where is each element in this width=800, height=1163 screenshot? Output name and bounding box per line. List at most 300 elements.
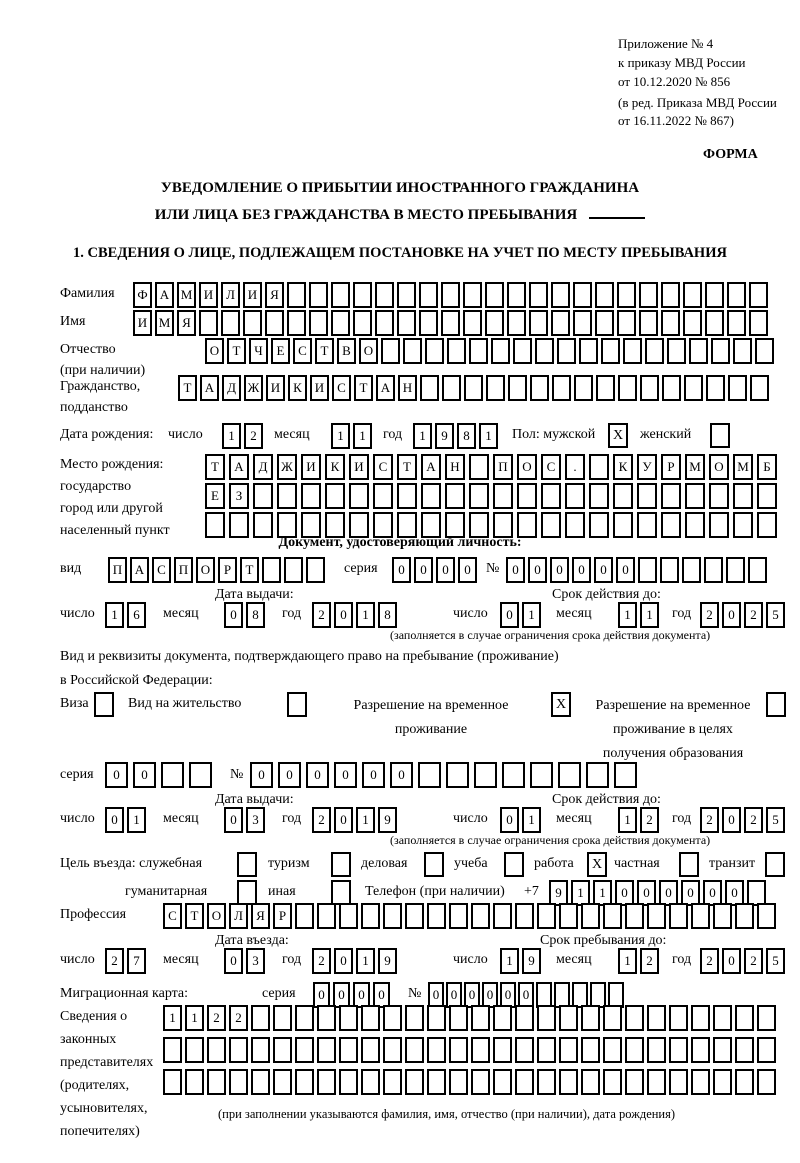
permit-number-box[interactable]: 0	[306, 762, 329, 788]
profession-char-box[interactable]	[669, 903, 688, 929]
phone-digit-box[interactable]: 0	[725, 880, 744, 906]
reps-char-box[interactable]	[647, 1005, 666, 1031]
givenname-char-box[interactable]	[441, 310, 460, 336]
permit-valid-year-box[interactable]: 2	[700, 807, 719, 833]
reps-char-box[interactable]	[515, 1037, 534, 1063]
surname-char-box[interactable]: И	[243, 282, 262, 308]
entry-year-box[interactable]: 2	[312, 948, 331, 974]
stay-day-box[interactable]: 9	[522, 948, 541, 974]
birthplace-char-box[interactable]	[469, 454, 489, 480]
birthplace-char-box[interactable]	[517, 483, 537, 509]
reps-char-box[interactable]	[449, 1037, 468, 1063]
reps-char-box[interactable]: 1	[163, 1005, 182, 1031]
temp-residence-checkbox[interactable]: X	[551, 692, 571, 717]
reps-char-box[interactable]	[449, 1069, 468, 1095]
reps-char-box[interactable]	[251, 1005, 270, 1031]
reps-char-box[interactable]	[163, 1069, 182, 1095]
surname-char-box[interactable]	[683, 282, 702, 308]
entry-day-box[interactable]: 7	[127, 948, 146, 974]
reps-char-box[interactable]	[427, 1037, 446, 1063]
birthplace-char-box[interactable]	[613, 483, 633, 509]
profession-char-box[interactable]	[493, 903, 512, 929]
birthplace-char-box[interactable]	[589, 512, 609, 538]
birthplace-char-box[interactable]	[469, 483, 489, 509]
permit-issue-year-box[interactable]: 9	[378, 807, 397, 833]
migration-number-box[interactable]: 0	[500, 982, 516, 1008]
reps-char-box[interactable]	[185, 1037, 204, 1063]
givenname-char-box[interactable]	[595, 310, 614, 336]
purpose-tourism-checkbox[interactable]	[331, 852, 351, 877]
phone-digit-box[interactable]: 0	[681, 880, 700, 906]
reps-char-box[interactable]	[713, 1005, 732, 1031]
birthplace-char-box[interactable]: К	[613, 454, 633, 480]
patronymic-char-box[interactable]: О	[359, 338, 378, 364]
reps-char-box[interactable]	[559, 1037, 578, 1063]
givenname-char-box[interactable]	[375, 310, 394, 336]
birthplace-char-box[interactable]	[685, 483, 705, 509]
dob-month-box[interactable]: 1	[353, 423, 372, 449]
profession-char-box[interactable]	[427, 903, 446, 929]
patronymic-char-box[interactable]	[711, 338, 730, 364]
citizenship-char-box[interactable]: И	[266, 375, 285, 401]
entry-year-box[interactable]: 9	[378, 948, 397, 974]
dob-year-box[interactable]: 9	[435, 423, 454, 449]
citizenship-char-box[interactable]	[684, 375, 703, 401]
patronymic-char-box[interactable]	[645, 338, 664, 364]
reps-char-box[interactable]	[361, 1069, 380, 1095]
givenname-char-box[interactable]	[199, 310, 218, 336]
patronymic-char-box[interactable]	[579, 338, 598, 364]
reps-char-box[interactable]	[603, 1069, 622, 1095]
stay-month-box[interactable]: 1	[618, 948, 637, 974]
reps-char-box[interactable]	[471, 1069, 490, 1095]
entry-month-box[interactable]: 0	[224, 948, 243, 974]
migration-number-box[interactable]: 0	[464, 982, 480, 1008]
patronymic-char-box[interactable]	[755, 338, 774, 364]
doc-issue-year-box[interactable]: 2	[312, 602, 331, 628]
givenname-char-box[interactable]: Я	[177, 310, 196, 336]
permit-issue-day-box[interactable]: 0	[105, 807, 124, 833]
surname-char-box[interactable]	[419, 282, 438, 308]
birthplace-char-box[interactable]: П	[493, 454, 513, 480]
givenname-char-box[interactable]	[683, 310, 702, 336]
reps-char-box[interactable]	[339, 1005, 358, 1031]
reps-char-box[interactable]	[317, 1069, 336, 1095]
visa-checkbox[interactable]	[94, 692, 114, 717]
reps-char-box[interactable]	[427, 1005, 446, 1031]
profession-char-box[interactable]: Я	[251, 903, 270, 929]
doc-series-box[interactable]: 0	[436, 557, 455, 583]
surname-char-box[interactable]	[441, 282, 460, 308]
patronymic-char-box[interactable]	[623, 338, 642, 364]
givenname-char-box[interactable]	[507, 310, 526, 336]
givenname-char-box[interactable]	[331, 310, 350, 336]
doc-type-char-box[interactable]: С	[152, 557, 171, 583]
patronymic-char-box[interactable]	[601, 338, 620, 364]
birthplace-char-box[interactable]: М	[733, 454, 753, 480]
surname-char-box[interactable]	[727, 282, 746, 308]
reps-char-box[interactable]	[625, 1005, 644, 1031]
birthplace-char-box[interactable]	[733, 483, 753, 509]
birthplace-char-box[interactable]	[589, 454, 609, 480]
profession-char-box[interactable]	[625, 903, 644, 929]
profession-char-box[interactable]: Р	[273, 903, 292, 929]
profession-char-box[interactable]	[361, 903, 380, 929]
citizenship-char-box[interactable]: А	[200, 375, 219, 401]
phone-digit-box[interactable]: 1	[593, 880, 612, 906]
reps-char-box[interactable]	[317, 1037, 336, 1063]
citizenship-char-box[interactable]: Т	[178, 375, 197, 401]
birthplace-char-box[interactable]: З	[229, 483, 249, 509]
profession-char-box[interactable]	[295, 903, 314, 929]
patronymic-char-box[interactable]	[403, 338, 422, 364]
doc-series-box[interactable]: 0	[414, 557, 433, 583]
profession-char-box[interactable]	[515, 903, 534, 929]
reps-char-box[interactable]	[669, 1037, 688, 1063]
givenname-char-box[interactable]: М	[155, 310, 174, 336]
permit-number-box[interactable]	[418, 762, 441, 788]
reps-char-box[interactable]	[471, 1005, 490, 1031]
reps-char-box[interactable]	[625, 1069, 644, 1095]
birthplace-char-box[interactable]	[661, 512, 681, 538]
reps-char-box[interactable]	[515, 1069, 534, 1095]
birthplace-char-box[interactable]	[709, 483, 729, 509]
migration-series-box[interactable]: 0	[333, 982, 350, 1008]
birthplace-char-box[interactable]: Т	[397, 454, 417, 480]
doc-valid-year-box[interactable]: 2	[700, 602, 719, 628]
permit-number-box[interactable]	[558, 762, 581, 788]
surname-char-box[interactable]	[705, 282, 724, 308]
reps-char-box[interactable]	[691, 1069, 710, 1095]
surname-char-box[interactable]	[353, 282, 372, 308]
permit-number-box[interactable]: 0	[278, 762, 301, 788]
birthplace-char-box[interactable]	[757, 483, 777, 509]
doc-valid-day-box[interactable]: 1	[522, 602, 541, 628]
reps-char-box[interactable]	[251, 1069, 270, 1095]
profession-char-box[interactable]	[603, 903, 622, 929]
reps-char-box[interactable]	[669, 1005, 688, 1031]
surname-char-box[interactable]: А	[155, 282, 174, 308]
birthplace-char-box[interactable]	[205, 512, 225, 538]
citizenship-char-box[interactable]	[464, 375, 483, 401]
reps-char-box[interactable]	[273, 1069, 292, 1095]
reps-char-box[interactable]	[339, 1037, 358, 1063]
givenname-char-box[interactable]	[419, 310, 438, 336]
dob-year-box[interactable]: 1	[413, 423, 432, 449]
dob-year-box[interactable]: 1	[479, 423, 498, 449]
surname-char-box[interactable]	[661, 282, 680, 308]
permit-valid-month-box[interactable]: 2	[640, 807, 659, 833]
doc-valid-year-box[interactable]: 5	[766, 602, 785, 628]
givenname-char-box[interactable]	[397, 310, 416, 336]
birthplace-char-box[interactable]	[349, 483, 369, 509]
sex-male-checkbox[interactable]: X	[608, 423, 628, 448]
profession-char-box[interactable]	[339, 903, 358, 929]
citizenship-char-box[interactable]	[750, 375, 769, 401]
birthplace-char-box[interactable]	[661, 483, 681, 509]
citizenship-char-box[interactable]	[662, 375, 681, 401]
reps-char-box[interactable]	[559, 1005, 578, 1031]
reps-char-box[interactable]	[163, 1037, 182, 1063]
profession-char-box[interactable]	[405, 903, 424, 929]
givenname-char-box[interactable]	[309, 310, 328, 336]
doc-issue-month-box[interactable]: 0	[224, 602, 243, 628]
purpose-work-checkbox[interactable]: X	[587, 852, 607, 877]
citizenship-char-box[interactable]	[442, 375, 461, 401]
reps-char-box[interactable]	[647, 1069, 666, 1095]
doc-issue-year-box[interactable]: 8	[378, 602, 397, 628]
reps-char-box[interactable]	[449, 1005, 468, 1031]
givenname-char-box[interactable]	[749, 310, 768, 336]
reps-char-box[interactable]	[251, 1037, 270, 1063]
permit-number-box[interactable]: 0	[362, 762, 385, 788]
reps-char-box[interactable]	[537, 1069, 556, 1095]
permit-series-box[interactable]: 0	[133, 762, 156, 788]
permit-issue-year-box[interactable]: 0	[334, 807, 353, 833]
birthplace-char-box[interactable]: И	[301, 454, 321, 480]
reps-char-box[interactable]	[581, 1069, 600, 1095]
givenname-char-box[interactable]	[287, 310, 306, 336]
phone-digit-box[interactable]: 0	[703, 880, 722, 906]
doc-type-char-box[interactable]: П	[108, 557, 127, 583]
birthplace-char-box[interactable]	[253, 483, 273, 509]
reps-char-box[interactable]	[735, 1069, 754, 1095]
reps-char-box[interactable]	[691, 1005, 710, 1031]
citizenship-char-box[interactable]: Т	[354, 375, 373, 401]
doc-valid-year-box[interactable]: 0	[722, 602, 741, 628]
profession-char-box[interactable]	[449, 903, 468, 929]
doc-number-box[interactable]: 0	[572, 557, 591, 583]
dob-day-box[interactable]: 1	[222, 423, 241, 449]
purpose-study-checkbox[interactable]	[504, 852, 524, 877]
reps-char-box[interactable]	[229, 1069, 248, 1095]
migration-series-box[interactable]: 0	[353, 982, 370, 1008]
doc-issue-month-box[interactable]: 8	[246, 602, 265, 628]
givenname-char-box[interactable]	[639, 310, 658, 336]
reps-char-box[interactable]	[361, 1005, 380, 1031]
patronymic-char-box[interactable]	[381, 338, 400, 364]
reps-char-box[interactable]	[273, 1037, 292, 1063]
patronymic-char-box[interactable]	[469, 338, 488, 364]
doc-series-box[interactable]: 0	[458, 557, 477, 583]
doc-number-box[interactable]	[660, 557, 679, 583]
birthplace-char-box[interactable]: Д	[253, 454, 273, 480]
migration-series-box[interactable]: 0	[373, 982, 390, 1008]
purpose-official-checkbox[interactable]	[237, 852, 257, 877]
permit-valid-month-box[interactable]: 1	[618, 807, 637, 833]
permit-issue-month-box[interactable]: 3	[246, 807, 265, 833]
givenname-char-box[interactable]	[353, 310, 372, 336]
reps-char-box[interactable]	[625, 1037, 644, 1063]
doc-number-box[interactable]: 0	[594, 557, 613, 583]
reps-char-box[interactable]	[493, 1069, 512, 1095]
permit-series-box[interactable]: 0	[105, 762, 128, 788]
permit-number-box[interactable]	[474, 762, 497, 788]
surname-char-box[interactable]: И	[199, 282, 218, 308]
profession-char-box[interactable]	[691, 903, 710, 929]
reps-char-box[interactable]	[757, 1069, 776, 1095]
doc-valid-day-box[interactable]: 0	[500, 602, 519, 628]
birthplace-char-box[interactable]: С	[541, 454, 561, 480]
reps-char-box[interactable]	[493, 1005, 512, 1031]
profession-char-box[interactable]	[383, 903, 402, 929]
reps-char-box[interactable]	[603, 1005, 622, 1031]
phone-digit-box[interactable]: 0	[659, 880, 678, 906]
reps-char-box[interactable]	[713, 1037, 732, 1063]
birthplace-char-box[interactable]: О	[709, 454, 729, 480]
reps-char-box[interactable]: 2	[229, 1005, 248, 1031]
migration-number-box[interactable]: 0	[446, 982, 462, 1008]
reps-char-box[interactable]	[757, 1005, 776, 1031]
phone-digit-box[interactable]: 0	[615, 880, 634, 906]
doc-valid-year-box[interactable]: 2	[744, 602, 763, 628]
permit-series-box[interactable]	[161, 762, 184, 788]
reps-char-box[interactable]	[295, 1037, 314, 1063]
reps-char-box[interactable]	[603, 1037, 622, 1063]
profession-char-box[interactable]	[713, 903, 732, 929]
reps-char-box[interactable]	[669, 1069, 688, 1095]
surname-char-box[interactable]	[551, 282, 570, 308]
birthplace-char-box[interactable]	[301, 483, 321, 509]
permit-number-box[interactable]	[586, 762, 609, 788]
sex-female-checkbox[interactable]	[710, 423, 730, 448]
reps-char-box[interactable]	[405, 1005, 424, 1031]
birthplace-char-box[interactable]: А	[421, 454, 441, 480]
birthplace-char-box[interactable]	[589, 483, 609, 509]
profession-char-box[interactable]	[471, 903, 490, 929]
givenname-char-box[interactable]	[727, 310, 746, 336]
reps-char-box[interactable]	[207, 1037, 226, 1063]
permit-number-box[interactable]	[614, 762, 637, 788]
patronymic-char-box[interactable]	[689, 338, 708, 364]
surname-char-box[interactable]	[507, 282, 526, 308]
birthplace-char-box[interactable]: Е	[205, 483, 225, 509]
patronymic-char-box[interactable]	[425, 338, 444, 364]
birthplace-char-box[interactable]	[373, 483, 393, 509]
reps-char-box[interactable]	[339, 1069, 358, 1095]
reps-char-box[interactable]	[295, 1069, 314, 1095]
permit-series-box[interactable]	[189, 762, 212, 788]
profession-char-box[interactable]	[537, 903, 556, 929]
doc-number-box[interactable]: 0	[528, 557, 547, 583]
citizenship-char-box[interactable]: Д	[222, 375, 241, 401]
reps-char-box[interactable]	[229, 1037, 248, 1063]
birthplace-char-box[interactable]	[541, 483, 561, 509]
givenname-char-box[interactable]: И	[133, 310, 152, 336]
stay-month-box[interactable]: 2	[640, 948, 659, 974]
permit-issue-year-box[interactable]: 2	[312, 807, 331, 833]
phone-digit-box[interactable]: 1	[571, 880, 590, 906]
patronymic-char-box[interactable]: Т	[227, 338, 246, 364]
reps-char-box[interactable]	[405, 1037, 424, 1063]
reps-char-box[interactable]	[757, 1037, 776, 1063]
reps-char-box[interactable]	[383, 1005, 402, 1031]
permit-valid-day-box[interactable]: 1	[522, 807, 541, 833]
profession-char-box[interactable]	[559, 903, 578, 929]
purpose-other-checkbox[interactable]	[331, 880, 351, 905]
reps-char-box[interactable]	[735, 1037, 754, 1063]
givenname-char-box[interactable]	[617, 310, 636, 336]
doc-series-box[interactable]: 0	[392, 557, 411, 583]
reps-char-box[interactable]	[405, 1069, 424, 1095]
doc-type-char-box[interactable]: Р	[218, 557, 237, 583]
reps-char-box[interactable]	[493, 1037, 512, 1063]
permit-issue-year-box[interactable]: 1	[356, 807, 375, 833]
birthplace-char-box[interactable]	[613, 512, 633, 538]
citizenship-char-box[interactable]	[728, 375, 747, 401]
entry-year-box[interactable]: 1	[356, 948, 375, 974]
givenname-char-box[interactable]	[661, 310, 680, 336]
birthplace-char-box[interactable]	[733, 512, 753, 538]
citizenship-char-box[interactable]	[420, 375, 439, 401]
birthplace-char-box[interactable]: М	[685, 454, 705, 480]
permit-number-box[interactable]	[530, 762, 553, 788]
doc-issue-day-box[interactable]: 1	[105, 602, 124, 628]
surname-char-box[interactable]	[485, 282, 504, 308]
citizenship-char-box[interactable]	[530, 375, 549, 401]
birthplace-char-box[interactable]	[277, 483, 297, 509]
doc-number-box[interactable]	[682, 557, 701, 583]
birthplace-char-box[interactable]	[253, 512, 273, 538]
patronymic-char-box[interactable]: Е	[271, 338, 290, 364]
birthplace-char-box[interactable]: У	[637, 454, 657, 480]
reps-char-box[interactable]	[735, 1005, 754, 1031]
doc-number-box[interactable]	[638, 557, 657, 583]
surname-char-box[interactable]	[375, 282, 394, 308]
patronymic-char-box[interactable]: О	[205, 338, 224, 364]
surname-char-box[interactable]	[639, 282, 658, 308]
birthplace-char-box[interactable]: .	[565, 454, 585, 480]
citizenship-char-box[interactable]	[574, 375, 593, 401]
permit-number-box[interactable]: 0	[390, 762, 413, 788]
surname-char-box[interactable]	[529, 282, 548, 308]
doc-number-box[interactable]: 0	[616, 557, 635, 583]
citizenship-char-box[interactable]: И	[310, 375, 329, 401]
migration-number-box[interactable]: 0	[518, 982, 534, 1008]
dob-month-box[interactable]: 1	[331, 423, 350, 449]
birthplace-char-box[interactable]	[685, 512, 705, 538]
doc-issue-year-box[interactable]: 1	[356, 602, 375, 628]
birthplace-char-box[interactable]: Н	[445, 454, 465, 480]
purpose-humanitarian-checkbox[interactable]	[237, 880, 257, 905]
birthplace-char-box[interactable]: А	[229, 454, 249, 480]
surname-char-box[interactable]: М	[177, 282, 196, 308]
patronymic-char-box[interactable]	[535, 338, 554, 364]
citizenship-char-box[interactable]	[640, 375, 659, 401]
surname-char-box[interactable]	[331, 282, 350, 308]
birthplace-char-box[interactable]	[229, 512, 249, 538]
profession-char-box[interactable]: О	[207, 903, 226, 929]
citizenship-char-box[interactable]	[706, 375, 725, 401]
doc-type-char-box[interactable]: Т	[240, 557, 259, 583]
permit-valid-day-box[interactable]: 0	[500, 807, 519, 833]
migration-number-box[interactable]: 0	[482, 982, 498, 1008]
birthplace-char-box[interactable]	[757, 512, 777, 538]
doc-number-box[interactable]	[726, 557, 745, 583]
stay-day-box[interactable]: 1	[500, 948, 519, 974]
permit-valid-year-box[interactable]: 2	[744, 807, 763, 833]
reps-char-box[interactable]	[295, 1005, 314, 1031]
doc-number-box[interactable]	[704, 557, 723, 583]
birthplace-char-box[interactable]: С	[373, 454, 393, 480]
surname-char-box[interactable]: Л	[221, 282, 240, 308]
reps-char-box[interactable]	[581, 1037, 600, 1063]
permit-number-box[interactable]	[446, 762, 469, 788]
profession-char-box[interactable]: Л	[229, 903, 248, 929]
givenname-char-box[interactable]	[221, 310, 240, 336]
givenname-char-box[interactable]	[705, 310, 724, 336]
reps-char-box[interactable]	[185, 1069, 204, 1095]
